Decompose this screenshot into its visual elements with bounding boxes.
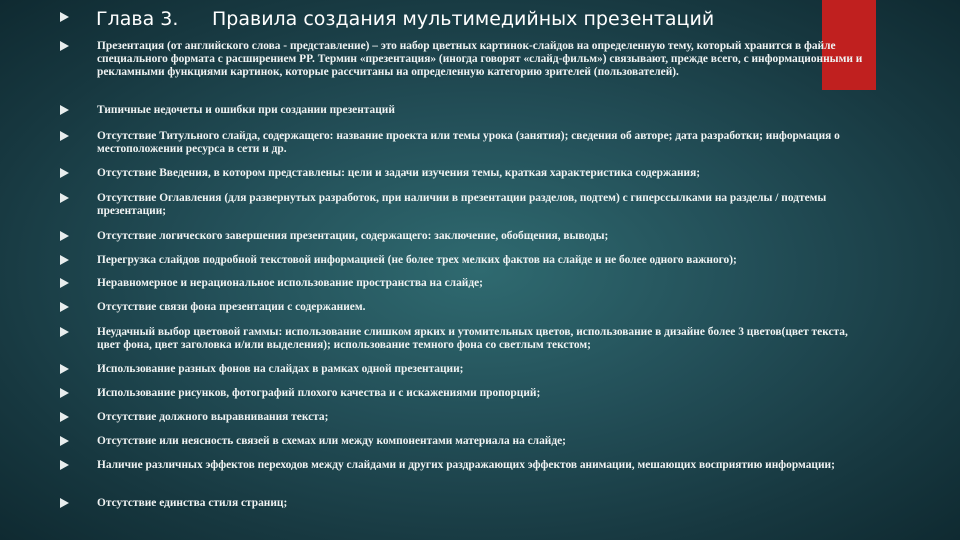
- list-item: Неравномерное и нерациональное использование пространства на слайде;: [97, 277, 483, 289]
- list-item: Неудачный выбор цветовой гаммы: использование слишком ярких и утомительных цветов, использование в дизайне более 3 цветов(цвет текста, цвет фона, цвет заголовка и/или выделения); использование темного фона со светлым текстом;: [97, 326, 848, 351]
- bullet-arrow-icon: [60, 498, 69, 508]
- bullet-arrow-icon: [60, 231, 69, 241]
- list-item: Перегрузка слайдов подробной текстовой информацией (не более трех мелких фактов на слайде и не более одного важного);: [97, 254, 737, 266]
- bullet-arrow-icon: [60, 193, 69, 203]
- bullet-arrow-icon: [60, 131, 69, 141]
- bullet-arrow-icon: [60, 460, 69, 470]
- bullet-arrow-icon: [60, 41, 69, 51]
- list-item: Использование рисунков, фотографий плохого качества и с искажениями пропорций;: [97, 387, 541, 399]
- slide-title: Правила создания мультимедийных презентаций: [212, 8, 715, 30]
- bullet-arrow-icon: [60, 388, 69, 398]
- chapter-label: Глава 3.: [96, 8, 179, 30]
- list-item: Презентация (от английского слова - представление) – это набор цветных картинок-слайдов на определенную тему, который хранится в файле специального формата с расширением PP. Термин «презентация» (иногда говорят «слайд-фильм») связывают, прежде всего, с информационными и рекламными функциями картинок, которые рассчитаны на определенную категорию зрителей (пользователей).: [97, 40, 863, 78]
- list-item: Наличие различных эффектов переходов между слайдами и других раздражающих эффектов анимации, мешающих восприятию информации;: [97, 459, 835, 471]
- list-item: Отсутствие связи фона презентации с содержанием.: [97, 301, 366, 313]
- list-item: Отсутствие единства стиля страниц;: [97, 497, 288, 509]
- bullet-arrow-icon: [60, 327, 69, 337]
- list-item: Отсутствие Оглавления (для развернутых разработок, при наличии в презентации разделов, подтем) с гиперссылками на разделы / подтемы презентации;: [97, 192, 827, 217]
- list-item: Отсутствие или неясность связей в схемах или между компонентами материала на слайде;: [97, 435, 566, 447]
- list-item: Отсутствие логического завершения презентации, содержащего: заключение, обобщения, выводы;: [97, 230, 609, 242]
- list-item: Использование разных фонов на слайдах в рамках одной презентации;: [97, 363, 464, 375]
- bullet-arrow-icon: [60, 105, 69, 115]
- slide-title-row: [60, 6, 870, 32]
- bullet-arrow-icon: [60, 255, 69, 265]
- bullet-arrow-icon: [60, 436, 69, 446]
- list-item: Отсутствие Титульного слайда, содержащего: название проекта или темы урока (занятия); сведения об авторе; дата разработки; информация о местоположении ресурса в сети и др.: [97, 130, 840, 155]
- bullet-arrow-icon: [60, 168, 69, 178]
- bullet-arrow-icon: [60, 278, 69, 288]
- bullet-arrow-icon: [60, 302, 69, 312]
- list-item: Типичные недочеты и ошибки при создании презентаций: [97, 104, 395, 116]
- list-item: Отсутствие должного выравнивания текста;: [97, 411, 329, 423]
- bullet-arrow-icon: [60, 412, 69, 422]
- list-item: Отсутствие Введения, в котором представлены: цели и задачи изучения темы, краткая характеристика содержания;: [97, 167, 701, 179]
- bullet-arrow-icon: [60, 364, 69, 374]
